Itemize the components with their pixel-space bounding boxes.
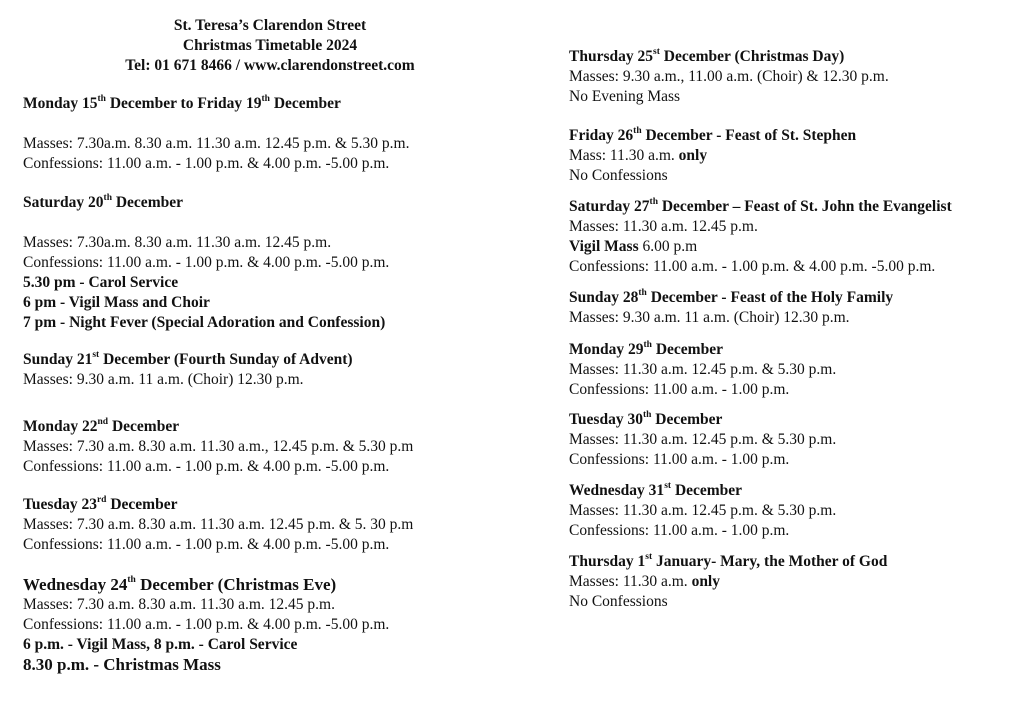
masses-line: Masses: 9.30 a.m. 11 a.m. (Choir) 12.30 p.m. bbox=[569, 309, 850, 326]
schedule-sun21 bbox=[23, 350, 353, 390]
heading-text: December (Christmas Eve) bbox=[135, 575, 337, 594]
heading-text: January- Mary, the Mother of God bbox=[652, 553, 888, 570]
heading-text: December bbox=[106, 496, 178, 513]
schedule-mon22 bbox=[23, 417, 413, 477]
day-heading bbox=[569, 288, 893, 308]
masses-line bbox=[569, 572, 887, 592]
heading-text: December bbox=[651, 341, 723, 358]
confessions-line: Confessions: 11.00 a.m. - 1.00 p.m. & 4.00 p.m. -5.00 p.m. bbox=[569, 258, 936, 275]
ordinal-suffix: th bbox=[638, 287, 647, 298]
heading-text: Tuesday 23 bbox=[23, 496, 97, 513]
only-label: only bbox=[691, 573, 720, 590]
day-heading bbox=[569, 340, 836, 360]
day-heading bbox=[23, 417, 413, 437]
heading-text: December to Friday 19 bbox=[105, 95, 262, 112]
schedule-thu25 bbox=[569, 47, 889, 107]
heading-text: Wednesday 31 bbox=[569, 482, 665, 499]
heading-text: Saturday 27 bbox=[569, 198, 650, 215]
day-heading bbox=[569, 481, 836, 501]
heading-text: December – Feast of St. John the Evangelist bbox=[657, 198, 952, 215]
only-label: only bbox=[678, 147, 708, 164]
notice-line: No Evening Mass bbox=[569, 88, 681, 105]
schedule-sat27 bbox=[569, 197, 952, 277]
ordinal-suffix: th bbox=[649, 196, 658, 207]
ordinal-suffix: st bbox=[645, 551, 653, 562]
mass-time: Masses: 11.30 a.m. bbox=[569, 573, 692, 590]
heading-text: Thursday 25 bbox=[569, 48, 653, 65]
heading-text: Saturday 20 bbox=[23, 194, 104, 211]
mass-time: Mass: 11.30 a.m. bbox=[569, 147, 679, 164]
schedule-tue30 bbox=[569, 410, 836, 470]
ordinal-suffix: th bbox=[633, 125, 642, 136]
heading-text: Monday 15 bbox=[23, 95, 98, 112]
ordinal-suffix: st bbox=[92, 349, 100, 360]
confessions-line: Confessions: 11.00 a.m. - 1.00 p.m. bbox=[569, 522, 790, 539]
day-heading bbox=[569, 552, 887, 572]
mass-line bbox=[569, 146, 856, 166]
heading-text: December bbox=[269, 95, 341, 112]
vigil-line bbox=[569, 237, 952, 257]
confessions-line: Confessions: 11.00 a.m. - 1.00 p.m. bbox=[569, 381, 790, 398]
heading-text: December bbox=[651, 411, 723, 428]
vigil-time: 6.00 p.m bbox=[638, 238, 698, 255]
heading-text: Friday 26 bbox=[569, 127, 634, 144]
confessions-line: Confessions: 11.00 a.m. - 1.00 p.m. & 4.00 p.m. -5.00 p.m. bbox=[23, 616, 390, 633]
event-line: 6 p.m. - Vigil Mass, 8 p.m. - Carol Service bbox=[23, 636, 298, 653]
masses-line: Masses: 7.30a.m. 8.30 a.m. 11.30 a.m. 12.45 p.m. bbox=[23, 234, 332, 251]
schedule-wed31 bbox=[569, 481, 836, 541]
masses-line: Masses: 11.30 a.m. 12.45 p.m. & 5.30 p.m. bbox=[569, 431, 837, 448]
confessions-line: Confessions: 11.00 a.m. - 1.00 p.m. & 4.00 p.m. -5.00 p.m. bbox=[23, 155, 390, 172]
schedule-sat20 bbox=[23, 193, 389, 333]
heading-text: Sunday 28 bbox=[569, 289, 639, 306]
masses-line: Masses: 9.30 a.m. 11 a.m. (Choir) 12.30 p.m. bbox=[23, 371, 304, 388]
day-heading bbox=[23, 575, 389, 595]
heading-text: December - Feast of St. Stephen bbox=[641, 127, 857, 144]
church-name: St. Teresa’s Clarendon Street bbox=[173, 17, 367, 34]
heading-text: Monday 29 bbox=[569, 341, 644, 358]
schedule-sun28 bbox=[569, 288, 893, 328]
confessions-line: Confessions: 11.00 a.m. - 1.00 p.m. & 4.00 p.m. -5.00 p.m. bbox=[23, 536, 390, 553]
heading-text: Thursday 1 bbox=[569, 553, 646, 570]
masses-line: Masses: 7.30 a.m. 8.30 a.m. 11.30 a.m., 12.45 p.m. & 5.30 p.m bbox=[23, 438, 414, 455]
timetable-title: Christmas Timetable 2024 bbox=[182, 37, 358, 54]
heading-text: December - Feast of the Holy Family bbox=[646, 289, 894, 306]
masses-line: Masses: 7.30 a.m. 8.30 a.m. 11.30 a.m. 12.45 p.m. & 5. 30 p.m bbox=[23, 516, 414, 533]
ordinal-suffix: th bbox=[642, 409, 652, 420]
event-line: 7 pm - Night Fever (Special Adoration and Confession) bbox=[23, 314, 386, 331]
masses-line: Masses: 7.30 a.m. 8.30 a.m. 11.30 a.m. 12.45 p.m. bbox=[23, 596, 335, 613]
heading-text: Tuesday 30 bbox=[569, 411, 643, 428]
heading-text: Wednesday 24 bbox=[23, 575, 128, 594]
schedule-tue23 bbox=[23, 495, 413, 555]
ordinal-suffix: st bbox=[653, 46, 660, 57]
heading-text: December bbox=[108, 418, 180, 435]
ordinal-suffix: st bbox=[664, 480, 672, 491]
schedule-mon29 bbox=[569, 340, 836, 400]
ordinal-suffix: nd bbox=[97, 416, 109, 427]
masses-line: Masses: 11.30 a.m. 12.45 p.m. bbox=[569, 218, 758, 235]
vigil-label: Vigil Mass bbox=[569, 238, 639, 255]
timetable-header bbox=[0, 16, 540, 76]
day-heading bbox=[569, 410, 836, 430]
event-line: 5.30 pm - Carol Service bbox=[23, 274, 179, 291]
schedule-mon15-fri19 bbox=[23, 94, 409, 174]
masses-line: Masses: 11.30 a.m. 12.45 p.m. & 5.30 p.m. bbox=[569, 502, 837, 519]
notice-line: No Confessions bbox=[569, 593, 668, 610]
masses-line: Masses: 11.30 a.m. 12.45 p.m. & 5.30 p.m. bbox=[569, 361, 837, 378]
schedule-wed24 bbox=[23, 575, 389, 675]
heading-text: Sunday 21 bbox=[23, 351, 93, 368]
heading-text: December (Christmas Day) bbox=[659, 48, 845, 65]
day-heading bbox=[569, 47, 889, 67]
ordinal-suffix: th bbox=[127, 575, 136, 586]
ordinal-suffix: th bbox=[97, 93, 106, 104]
ordinal-suffix: th bbox=[261, 93, 270, 104]
day-heading bbox=[23, 495, 413, 515]
ordinal-suffix: th bbox=[103, 192, 112, 203]
day-heading bbox=[23, 350, 353, 370]
contact-line: Tel: 01 671 8466 / www.clarendonstreet.com bbox=[125, 57, 415, 74]
heading-text: December (Fourth Sunday of Advent) bbox=[99, 351, 353, 368]
day-heading bbox=[569, 197, 952, 217]
confessions-line: Confessions: 11.00 a.m. - 1.00 p.m. & 4.00 p.m. -5.00 p.m. bbox=[23, 458, 390, 475]
schedule-fri26 bbox=[569, 126, 856, 186]
ordinal-suffix: rd bbox=[96, 494, 107, 505]
confessions-line: Confessions: 11.00 a.m. - 1.00 p.m. bbox=[569, 451, 790, 468]
notice-line: No Confessions bbox=[569, 167, 668, 184]
heading-text: December bbox=[671, 482, 743, 499]
day-heading bbox=[569, 126, 856, 146]
day-heading bbox=[23, 94, 409, 114]
confessions-line: Confessions: 11.00 a.m. - 1.00 p.m. & 4.00 p.m. -5.00 p.m. bbox=[23, 254, 390, 271]
heading-text: Monday 22 bbox=[23, 418, 98, 435]
event-line: 8.30 p.m. - Christmas Mass bbox=[23, 655, 221, 674]
heading-text: December bbox=[111, 194, 183, 211]
ordinal-suffix: th bbox=[643, 339, 652, 350]
day-heading bbox=[23, 193, 389, 213]
event-line: 6 pm - Vigil Mass and Choir bbox=[23, 294, 210, 311]
masses-line: Masses: 9.30 a.m., 11.00 a.m. (Choir) & 12.30 p.m. bbox=[569, 68, 889, 85]
masses-line: Masses: 7.30a.m. 8.30 a.m. 11.30 a.m. 12.45 p.m. & 5.30 p.m. bbox=[23, 135, 410, 152]
schedule-thu1-jan bbox=[569, 552, 887, 612]
